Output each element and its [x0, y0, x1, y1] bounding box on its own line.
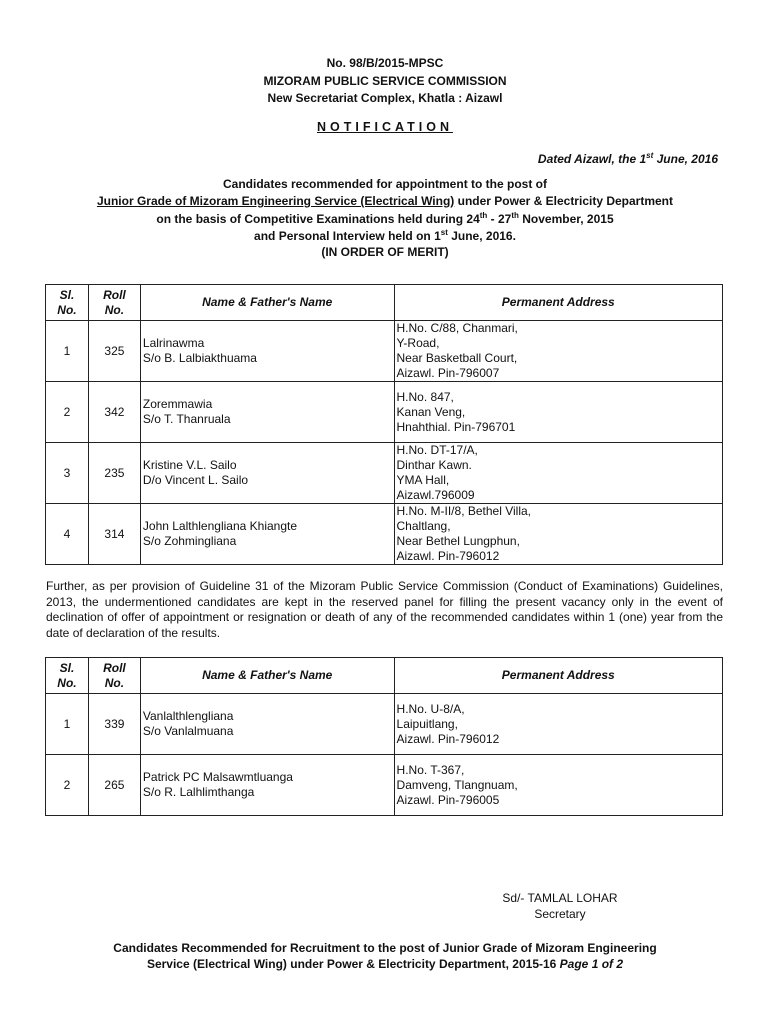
roll-number-cell: 235: [88, 443, 140, 504]
address-line: Kanan Veng,: [396, 404, 466, 419]
reserved-panel-paragraph: Further, as per provision of Guideline 31 of the Mizoram Public Service Commission (Conduct of Examinations) Guidelines, 2013, the undermentioned candidates are kept in the reserved panel for filling the present vacancy only in the event of declination of offer of appointment or resignation or death of any of the recommended candidates within 1 (one) year from the date of declaration of the results.: [46, 579, 723, 640]
reference-number: No. 98/B/2015-MPSC: [326, 56, 444, 70]
organization-address: New Secretariat Complex, Khatla : Aizawl: [267, 91, 503, 105]
selected-candidates-table: [45, 284, 723, 565]
name-cell: [140, 694, 394, 755]
col-name-header: Name & Father's Name: [140, 285, 394, 321]
address-line: Near Bethel Lungphun,: [396, 534, 520, 548]
notification-heading: NOTIFICATION: [317, 120, 453, 134]
subject-line-3: on the basis of Competitive Examinations held during 24th - 27th November, 2015: [156, 211, 614, 226]
roll-number-cell: 265: [88, 755, 140, 816]
address-cell: [394, 694, 722, 755]
address-cell: [394, 504, 722, 565]
address-line: Near Basketball Court,: [396, 351, 518, 365]
address-line: Chaltlang,: [396, 519, 451, 533]
reserved-panel-table: [45, 657, 723, 816]
serial-number-cell: 1: [46, 321, 89, 382]
address-line: Aizawl. Pin-796007: [396, 366, 500, 380]
col-sl-header: Sl. No.: [46, 285, 89, 321]
address-line: Aizawl. Pin-796012: [396, 549, 500, 563]
footer-line-1: Candidates Recommended for Recruitment to the post of Junior Grade of Mizoram Engineering: [113, 941, 657, 955]
name-cell: [140, 321, 394, 382]
address-cell: [394, 321, 722, 382]
table-row: [46, 694, 723, 755]
page-number: Page 1 of 2: [559, 957, 624, 971]
address-line: H.No. M-II/8, Bethel Villa,: [396, 504, 532, 518]
candidate-name: Kristine V.L. Sailo: [142, 458, 237, 472]
roll-number-cell: 314: [88, 504, 140, 565]
subject-line-2: Junior Grade of Mizoram Engineering Service (Electrical Wing) under Power & Electricity Department: [96, 194, 674, 208]
address-line: Y-Road,: [396, 336, 440, 350]
footer-line-2: Service (Electrical Wing) under Power & Electricity Department, 2015-16 Page 1 of 2: [146, 957, 624, 971]
serial-number-cell: 4: [46, 504, 89, 565]
signature-title: Secretary: [534, 907, 586, 921]
parent-name: S/o T. Thanruala: [142, 412, 231, 426]
address-line: H.No. C/88, Chanmari,: [396, 321, 518, 335]
table-header-row: [46, 285, 723, 321]
candidate-name: Vanlalthlengliana: [142, 709, 234, 723]
col-name-header: Name & Father's Name: [140, 658, 394, 694]
roll-number-cell: 342: [88, 382, 140, 443]
organization-name: MIZORAM PUBLIC SERVICE COMMISSION: [263, 74, 507, 88]
address-cell: [394, 382, 722, 443]
table-row: [46, 382, 723, 443]
candidate-name: John Lalthlengliana Khiangte: [142, 519, 298, 533]
col-address-header: Permanent Address: [394, 658, 722, 694]
table-header-row: [46, 658, 723, 694]
col-roll-header: Roll No.: [88, 285, 140, 321]
address-line: Damveng, Tlangnuam,: [396, 777, 518, 792]
table-row: [46, 443, 723, 504]
table-row: [46, 321, 723, 382]
roll-number-cell: 325: [88, 321, 140, 382]
candidate-name: Zoremmawia: [142, 397, 213, 411]
name-cell: [140, 755, 394, 816]
roll-number-cell: 339: [88, 694, 140, 755]
document-footer: [0, 940, 770, 972]
parent-name: S/o Zohmingliana: [142, 534, 237, 548]
serial-number-cell: 3: [46, 443, 89, 504]
serial-number-cell: 2: [46, 382, 89, 443]
col-sl-header: Sl. No.: [46, 658, 89, 694]
serial-number-cell: 2: [46, 755, 89, 816]
address-cell: [394, 443, 722, 504]
candidate-name: Patrick PC Malsawmtluanga: [142, 770, 293, 784]
name-cell: [140, 382, 394, 443]
address-line: Laipuitlang,: [396, 716, 458, 731]
address-cell: [394, 755, 722, 816]
col-address-header: Permanent Address: [394, 285, 722, 321]
subject-line-1: Candidates recommended for appointment to the post of: [222, 177, 548, 191]
table-row: [46, 504, 723, 565]
table-row: [46, 755, 723, 816]
name-cell: [140, 504, 394, 565]
address-line: H.No. 847,: [396, 389, 454, 404]
address-line: Dinthar Kawn.: [396, 458, 472, 472]
address-line: Aizawl. Pin-796005: [396, 792, 500, 807]
parent-name: S/o B. Lalbiakthuama: [142, 351, 257, 365]
address-line: Aizawl.796009: [396, 488, 475, 502]
address-line: YMA Hall,: [396, 473, 450, 487]
parent-name: S/o Vanlalmuana: [142, 724, 234, 738]
col-roll-header: Roll No.: [88, 658, 140, 694]
parent-name: D/o Vincent L. Sailo: [142, 473, 249, 487]
parent-name: S/o R. Lalhlimthanga: [142, 785, 255, 799]
address-line: Hnahthial. Pin-796701: [396, 419, 516, 434]
address-line: H.No. T-367,: [396, 762, 465, 777]
address-line: H.No. DT-17/A,: [396, 443, 478, 457]
subject-line-4: and Personal Interview held on 1st June, 2016.: [254, 228, 516, 243]
name-cell: [140, 443, 394, 504]
serial-number-cell: 1: [46, 694, 89, 755]
address-line: H.No. U-8/A,: [396, 701, 465, 716]
subject-line-5: (IN ORDER OF MERIT): [321, 245, 449, 259]
candidate-name: Lalrinawma: [142, 336, 205, 350]
dated-line: Dated Aizawl, the 1st June, 2016: [537, 151, 718, 166]
signature-name: Sd/- TAMLAL LOHAR: [502, 891, 618, 905]
address-line: Aizawl. Pin-796012: [396, 731, 500, 746]
